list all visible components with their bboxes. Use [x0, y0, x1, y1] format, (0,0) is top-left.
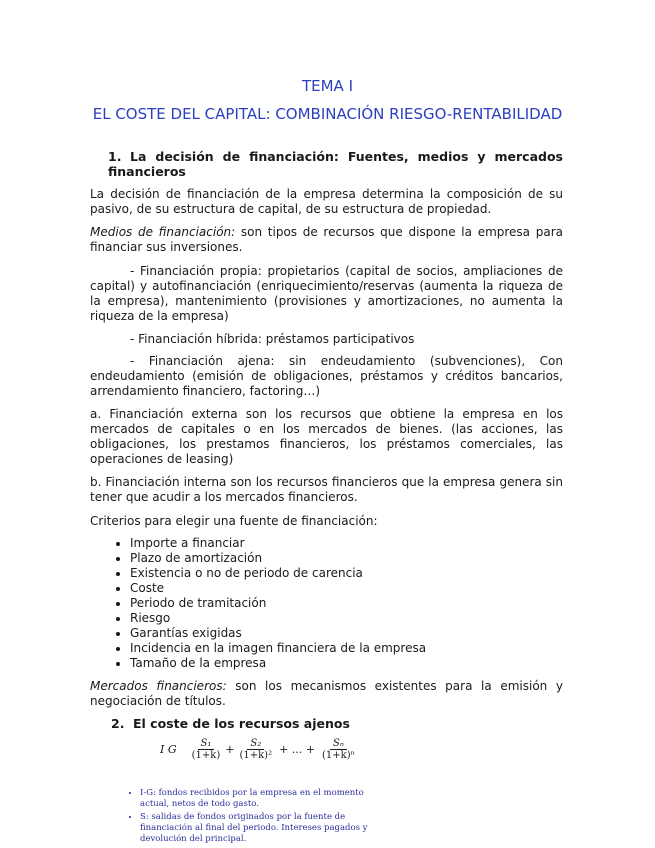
paragraph-criterios: Criterios para elegir una fuente de financiación: [90, 514, 378, 528]
term-2-denominator: (1+k)² [239, 750, 273, 761]
formula-plus: + [225, 743, 235, 756]
paragraph-medios [90, 225, 563, 255]
paragraph-financiacion-ajena: - Financiación ajena: sin endeudamiento (subvenciones), Con endeudamiento (emisión de obligaciones, préstamos y créditos bancarios, arrendamiento financiero, factoring…) [90, 354, 563, 398]
formula-term-2 [236, 738, 275, 761]
formula-ellipsis: + ... + [279, 743, 316, 756]
term-1-denominator: (1+k) [191, 750, 221, 761]
term-2-numerator: S₂ [247, 738, 264, 750]
section-1-number: 1. [108, 149, 122, 164]
paragraph-financiacion-interna: b. Financiación interna son los recursos financieros que la empresa genera sin tener que acudir a los mercados financieros. [90, 475, 563, 504]
doc-title: TEMA I [301, 77, 354, 95]
section-1-title: La decisión de financiación: Fuentes, medios y mercados financieros [108, 149, 563, 179]
mercados-term: Mercados financieros: [90, 679, 227, 693]
list-item: • Riesgo [130, 611, 570, 626]
list-item: • Importe a financiar [130, 536, 570, 551]
formula-lhs: I G [160, 743, 177, 756]
list-item: • Garantías exigidas [130, 626, 570, 641]
section-2-title: El coste de los recursos ajenos [133, 716, 350, 731]
formula-notes [128, 788, 380, 847]
formula-term-n [319, 738, 358, 761]
term-n-denominator: (1+k)ⁿ [322, 750, 355, 761]
paragraph-financiacion-hibrida: - Financiación híbrida: préstamos participativos [130, 332, 415, 346]
list-item: • S: salidas de fondos originados por la fuente de financiación al final del periodo. Intereses pagados y devolución del principal. [140, 812, 380, 845]
medios-term: Medios de financiación: [90, 225, 236, 239]
section-2-heading [111, 716, 566, 731]
list-item: • Coste [130, 581, 570, 596]
list-item: • Plazo de amortización [130, 551, 570, 566]
paragraph-financiacion-externa: a. Financiación externa son los recursos que obtiene la empresa en los mercados de capitales o en los mercados de bienes. (las acciones, las obligaciones, los prestamos financieros, los préstamos comerciales, las operaciones de leasing) [90, 407, 563, 466]
list-item: • Incidencia en la imagen financiera de la empresa [130, 641, 570, 656]
medios-definition: son tipos de recursos que dispone la empresa para financiar sus inversiones. [90, 225, 563, 254]
list-item: • Existencia o no de periodo de carencia [130, 566, 570, 581]
term-n-numerator: Sₙ [330, 738, 347, 750]
term-1-numerator: S₁ [198, 738, 215, 750]
paragraph-financiacion-propia: - Financiación propia: propietarios (capital de socios, ampliaciones de capital) y autofinanciación (enriquecimiento/reservas (aumenta la riqueza de la empresa), mantenimiento (provisiones y amortizaciones, no aumenta la riqueza de la empresa) [90, 264, 563, 323]
mercados-definition: son los mecanismos existentes para la emisión y negociación de títulos. [90, 679, 563, 708]
paragraph-decision: La decisión de financiación de la empresa determina la composición de su pasivo, de su estructura de capital, de su estructura de propiedad. [90, 187, 563, 216]
list-item: • I-G: fondos recibidos por la empresa en el momento actual, netos de todo gasto. [140, 788, 380, 810]
list-item: • Tamaño de la empresa [130, 656, 570, 671]
section-1-heading [108, 149, 563, 179]
criteria-list [90, 536, 570, 671]
section-2-number: 2. [111, 716, 125, 731]
paragraph-mercados [90, 679, 563, 709]
cost-formula [160, 738, 360, 761]
formula-term-1 [189, 738, 224, 761]
list-item: • Periodo de tramitación [130, 596, 570, 611]
doc-subtitle: EL COSTE DEL CAPITAL: COMBINACIÓN RIESGO-RENTABILIDAD [92, 105, 563, 123]
